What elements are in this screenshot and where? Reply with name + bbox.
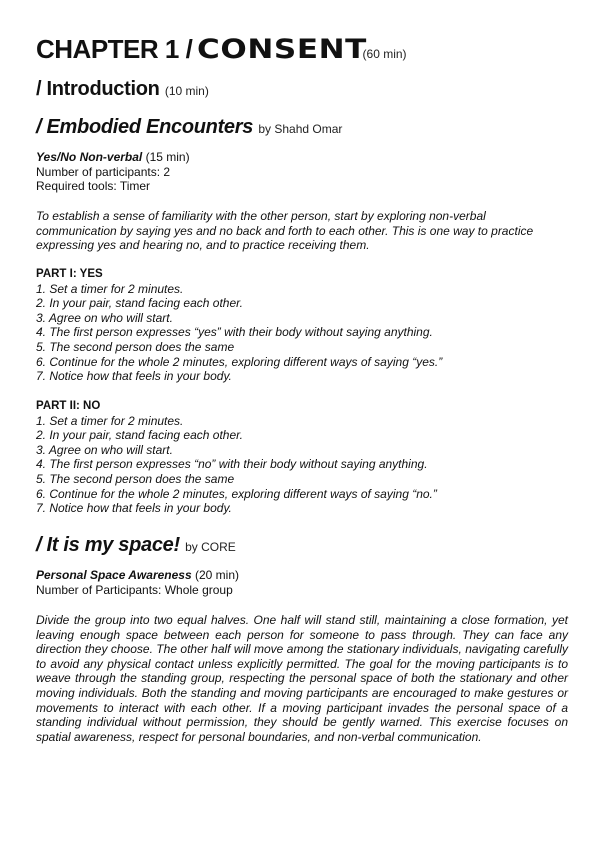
activity1-tools: Required tools: Timer [36,179,151,194]
chapter-title: CONSENT [196,34,367,65]
part2-step: 6. Continue for the whole 2 minutes, exploring different ways of saying “no.” [36,486,437,501]
section2-title: / It is my space! [36,534,180,556]
section1-title: / Embodied Encounters [36,116,254,138]
part1 [36,267,572,384]
part2-step: 1. Set a timer for 2 minutes. [36,413,184,428]
section2-author: by CORE [185,540,236,554]
introduction-heading [36,78,209,101]
activity2-description: Divide the group into two equal halves. One half will stand still, maintaining a close formation, yet leaving enough space between each person for someone to pass through. They can face any direction they choose. The other half will move among the stationary individuals, navigating carefully to avoid any physical contact unless explicitly permitted. The goal for the moving participants is to weave through the standing group, respecting the personal space of both the stationary and other moving individuals. Both the standing and moving participants are encouraged to make gestures or movements to interact with each other. If a moving participant invades the personal space of a standing individual without permission, they should be gently warned. This exercise focuses on spatial awareness, respect for personal boundaries, and non-verbal communication. [36,613,568,744]
section1-heading [36,116,342,139]
section1-author: by Shahd Omar [258,122,343,136]
part1-step: 3. Agree on who will start. [36,310,173,325]
activity1-duration: (15 min) [145,150,190,164]
activity1-participants: Number of participants: 2 [36,164,171,179]
part2-label: PART II: NO [36,400,101,412]
part1-step: 1. Set a timer for 2 minutes. [36,281,184,296]
part1-step: 6. Continue for the whole 2 minutes, exploring different ways of saying “yes.” [36,354,443,369]
part2 [36,399,572,516]
section2-heading [36,534,236,557]
chapter-heading [36,34,407,65]
part1-step: 2. In your pair, stand facing each other. [36,296,244,311]
part2-step: 2. In your pair, stand facing each other. [36,428,244,443]
activity1-info [36,150,572,194]
activity1-name: Yes/No Non-verbal [36,150,143,164]
introduction-title: / Introduction [36,78,160,100]
part2-step: 7. Notice how that feels in your body. [36,501,232,516]
part1-label: PART I: YES [36,268,103,280]
activity1-intro: To establish a sense of familiarity with the other person, start by exploring non-verbal communication by saying yes and no back and forth to each other. This is one way to practice expressing yes and hearing no, and to practice receiving them. [36,209,534,253]
introduction-duration: (10 min) [164,84,209,98]
part2-step: 4. The first person expresses “no” with their body without saying anything. [36,457,428,472]
activity2-participants: Number of Participants: Whole group [36,582,233,597]
chapter-label: CHAPTER 1 / [36,34,193,64]
part2-step: 5. The second person does the same [36,471,235,486]
part1-step: 4. The first person expresses “yes” with their body without saying anything. [36,325,433,340]
activity2-info [36,568,572,597]
chapter-duration: (60 min) [362,47,407,61]
activity2-name: Personal Space Awareness [36,568,192,582]
part2-step: 3. Agree on who will start. [36,442,173,457]
part1-step: 7. Notice how that feels in your body. [36,369,232,384]
part1-step: 5. The second person does the same [36,339,235,354]
activity2-duration: (20 min) [194,568,239,582]
